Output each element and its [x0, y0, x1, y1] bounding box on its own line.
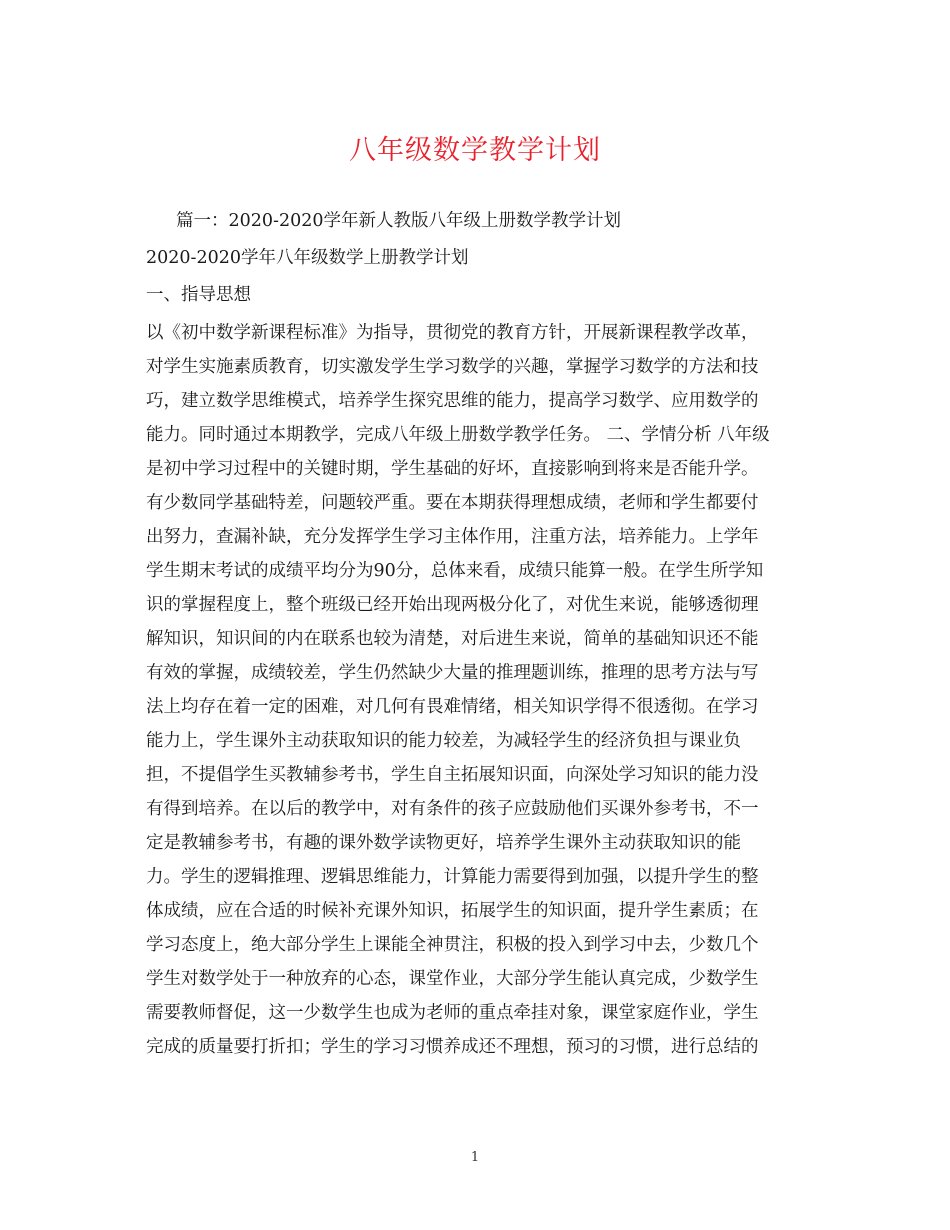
body-line: 学习态度上，绝大部分学生上课能全神贯注，积极的投入到学习中去，少数几个 [146, 935, 759, 955]
body-line: 有效的掌握，成绩较差，学生仍然缺少大量的推理题训练，推理的思考方法与写 [146, 663, 759, 683]
body-line: 学生期末考试的成绩平均分为90分，总体来看，成绩只能算一般。在学生所学知 [146, 561, 764, 581]
body-paragraph [146, 316, 816, 1064]
body-line: 有少数同学基础特差，问题较严重。要在本期获得理想成绩，老师和学生都要付 [146, 493, 759, 513]
body-line: 力。学生的逻辑推理、逻辑思维能力，计算能力需要得到加强，以提升学生的整 [146, 867, 759, 887]
body-line: 解知识，知识间的内在联系也较为清楚，对后进生来说，简单的基础知识还不能 [146, 629, 759, 649]
body-line: 能力上，学生课外主动获取知识的能力较差，为减轻学生的经济负担与课业负 [146, 731, 741, 751]
body-line: 完成的质量要打折扣；学生的学习习惯养成还不理想，预习的习惯，进行总结的 [146, 1037, 759, 1057]
body-line: 能力。同时通过本期教学，完成八年级上册数学教学任务。 二、学情分析 八年级 [146, 425, 770, 445]
body-line: 是初中学习过程中的关键时期，学生基础的好坏，直接影响到将来是否能升学。 [146, 459, 759, 479]
body-line: 定是教辅参考书，有趣的课外数学读物更好，培养学生课外主动获取知识的能 [146, 833, 741, 853]
section-heading: 一、指导思想 [146, 285, 251, 305]
body-line: 以《初中数学新课程标准》为指导，贯彻党的教育方针，开展新课程教学改革， [146, 323, 759, 343]
body-line: 识的掌握程度上，整个班级已经开始出现两极分化了，对优生来说，能够透彻理 [146, 595, 759, 615]
page-number: 1 [470, 1150, 480, 1165]
body-line: 学生对数学处于一种放弃的心态，课堂作业，大部分学生能认真完成，少数学生 [146, 969, 759, 989]
body-line: 体成绩，应在合适的时候补充课外知识，拓展学生的知识面，提升学生素质；在 [146, 901, 759, 921]
body-line: 法上均存在着一定的困难，对几何有畏难情绪，相关知识学得不很透彻。在学习 [146, 697, 759, 717]
body-line: 对学生实施素质教育，切实激发学生学习数学的兴趣，掌握学习数学的方法和技 [146, 357, 759, 377]
subtitle-line: 篇一：2020-2020学年新人教版八年级上册数学教学计划 [176, 211, 621, 231]
body-line: 出努力，查漏补缺，充分发挥学生学习主体作用，注重方法，培养能力。上学年 [146, 527, 759, 547]
body-line: 巧，建立数学思维模式，培养学生探究思维的能力，提高学习数学、应用数学的 [146, 391, 759, 411]
document-title: 八年级数学教学计划 [349, 135, 601, 166]
body-line: 担，不提倡学生买教辅参考书，学生自主拓展知识面，向深处学习知识的能力没 [146, 765, 759, 785]
body-line: 需要教师督促，这一少数学生也成为老师的重点牵挂对象，课堂家庭作业，学生 [146, 1003, 759, 1023]
plan-title: 2020-2020学年八年级数学上册教学计划 [146, 248, 469, 268]
body-line: 有得到培养。在以后的教学中，对有条件的孩子应鼓励他们买课外参考书，不一 [146, 799, 759, 819]
